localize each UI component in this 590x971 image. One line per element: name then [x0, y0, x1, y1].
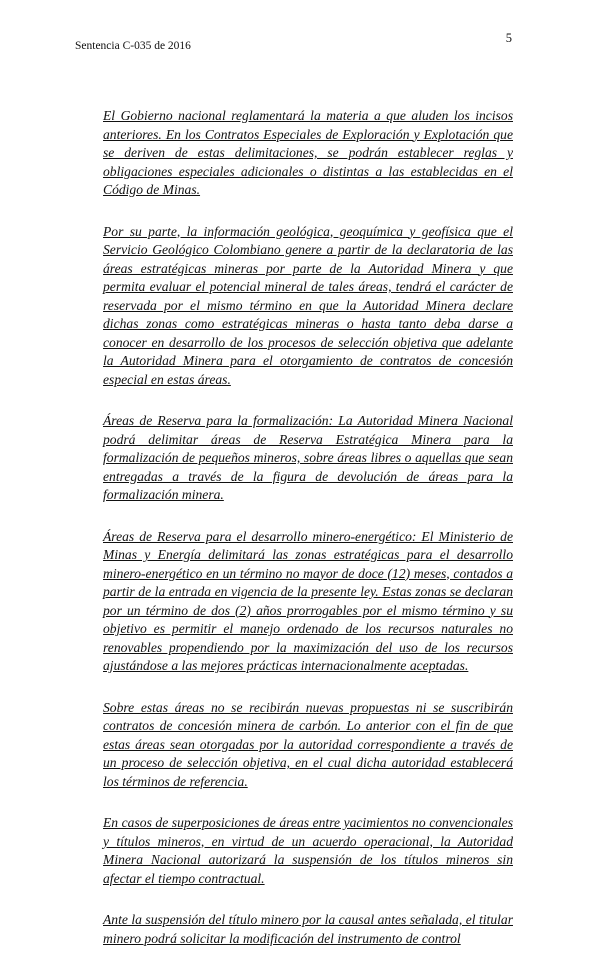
paragraph: En casos de superposiciones de áreas entre yacimientos no convencionales y títulos mineros, en virtud de un acuerdo operacional, la Autoridad Minera Nacional autorizará la suspensión de los títulos mineros sin afectar el tiempo contractual.: [103, 815, 513, 886]
paragraph: Por su parte, la información geológica, geoquímica y geofísica que el Servicio Geológico Colombiano genere a partir de la declaratoria de las áreas estratégicas mineras por parte de la Autoridad Minera y que permita evaluar el potencial mineral de tales áreas, tendrá el carácter de reservada por el mismo término en que la Autoridad Minera declare dichas zonas como estratégicas mineras o hasta tanto deba darse a conocer en desarrollo de los procesos de selección objetiva que adelante la Autoridad Minera para el otorgamiento de contratos de concesión especial en estas áreas.: [103, 223, 513, 387]
paragraph: Áreas de Reserva para la formalización: La Autoridad Minera Nacional podrá delimitar áreas de Reserva Estratégica Minera para la formalización de pequeños mineros, sobre áreas libres o aquellas que sean entregadas a través de la figura de devolución de áreas para la formalización minera.: [103, 413, 513, 502]
page-header: Sentencia C-035 de 2016: [75, 40, 191, 52]
paragraph: El Gobierno nacional reglamentará la materia a que aluden los incisos anteriores. En los Contratos Especiales de Exploración y Explotación que se deriven de estas delimitaciones, se podrán establecer reglas y obligaciones especiales adicionales o distintas a las establecidas en el Código de Minas.: [103, 108, 513, 197]
paragraph: Sobre estas áreas no se recibirán nuevas propuestas ni se suscribirán contratos de concesión minera de carbón. Lo anterior con el fin de que estas áreas sean otorgadas por la autoridad correspondiente a través de un proceso de selección objetiva, en el cual dicha autoridad establecerá los términos de referencia.: [103, 699, 513, 789]
page-number: 5: [505, 31, 512, 45]
paragraph: Áreas de Reserva para el desarrollo minero-energético: El Ministerio de Minas y Energía delimitará las zonas estratégicas para el desarrollo minero-energético en un término no mayor de doce (12) meses, contados a partir de la entrada en vigencia de la presente ley. Estas zonas se declaran por un término de dos (2) años prorrogables por el mismo término y su objetivo es permitir el manejo ordenado de los recursos naturales no renovables propendiendo por la maximización del uso de los recursos ajustándose a las mejores prácticas internacionalmente aceptadas.: [103, 528, 513, 673]
document-body: [103, 107, 513, 971]
paragraph: Ante la suspensión del título minero por la causal antes señalada, el titular minero podrá solicitar la modificación del instrumento de control: [103, 912, 513, 946]
